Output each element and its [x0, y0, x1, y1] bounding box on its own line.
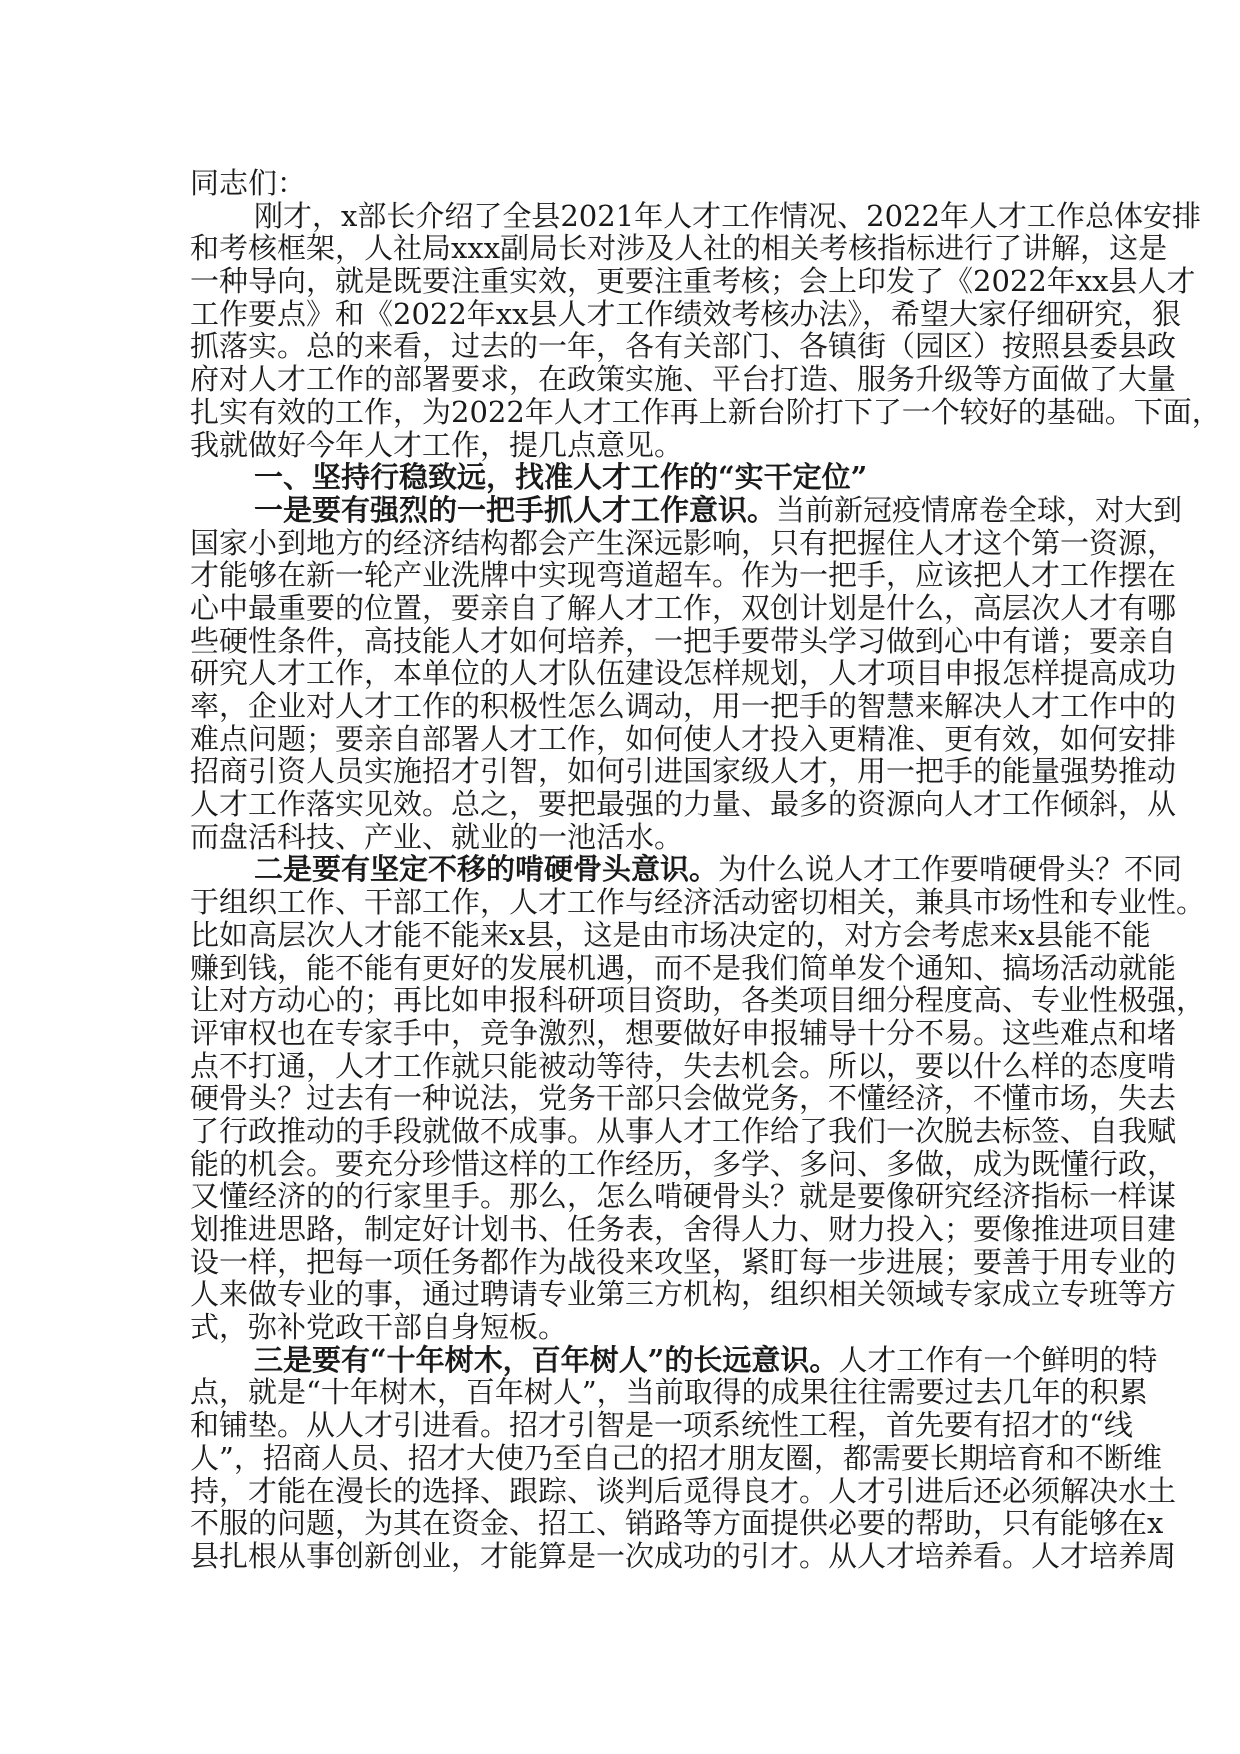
line-text: 刚才，x部长介绍了全县2021年人才工作情况、2022年人才工作总体安排	[254, 198, 1201, 233]
lead-sentence: 一是要有强烈的一把手抓人才工作意识。	[254, 492, 777, 527]
line-text: 县扎根从事创新创业，才能算是一次成功的引才。从人才培养看。人才培养周	[190, 1538, 1177, 1573]
text-line	[190, 231, 1168, 266]
line-text: 式，弥补党政干部自身短板。	[190, 1310, 568, 1345]
text-line	[190, 429, 1054, 462]
line-text: 招商引资人员实施招才引智，如何引进国家级人才，用一把手的能量强势推动	[190, 754, 1177, 789]
line-text: 让对方动心的；再比如申报科研项目资助，各类项目细分程度高、专业性极强，	[190, 983, 1206, 1018]
text-line	[190, 852, 1183, 887]
text-line	[190, 296, 1182, 331]
lead-sentence: 三是要有“十年树木，百年树人”的长远意识。	[254, 1342, 839, 1377]
text-line	[190, 1212, 1177, 1246]
text-line	[190, 754, 1177, 789]
text-line	[190, 689, 1177, 723]
line-text: 我就做好今年人才工作，提几点意见。	[190, 427, 684, 462]
text-line	[190, 525, 1177, 560]
line-text: 人才工作有一个鲜明的特	[838, 1342, 1158, 1377]
line-text: 研究人才工作，本单位的人才队伍建设怎样规划，人才项目申报怎样提高成功	[190, 656, 1177, 691]
line-text: 为什么说人才工作要啃硬骨头？不同	[718, 852, 1183, 887]
text-line	[190, 1538, 1177, 1573]
text-line	[190, 461, 1054, 494]
line-text: 划推进思路，制定好计划书、任务表，舍得人力、财力投入；要像推进项目建	[190, 1212, 1177, 1246]
line-text: 抓落实。总的来看，过去的一年，各有关部门、各镇街（园区）按照县委县政	[190, 329, 1177, 364]
line-text: 人来做专业的事，通过聘请专业第三方机构，组织相关领域专家成立专班等方	[190, 1277, 1177, 1312]
line-text: 而盘活科技、产业、就业的一池活水。	[190, 819, 684, 854]
text-line	[190, 590, 1177, 625]
line-text: 点不打通，人才工作就只能被动等待，失去机会。所以，要以什么样的态度啃	[190, 1048, 1177, 1083]
paragraph	[190, 198, 1221, 462]
text-line	[190, 1146, 1177, 1181]
line-text: 难点问题；要亲自部署人才工作，如何使人才投入更精准、更有效，如何安排	[190, 721, 1177, 756]
section-heading	[190, 461, 1054, 494]
text-line	[190, 1244, 1177, 1279]
line-text: 同志们：	[190, 166, 307, 200]
text-line	[190, 329, 1177, 364]
line-text: 和铺垫。从人才引进看。招才引智是一项系统性工程，首先要有招才的“线	[190, 1408, 1133, 1443]
line-text: 国家小到地方的经济结构都会产生深远影响，只有把握住人才这个第一资源，	[190, 525, 1177, 560]
text-line	[190, 885, 1206, 920]
line-text: 又懂经济的的行家里手。那么，怎么啃硬骨头？就是要像研究经济指标一样谋	[190, 1179, 1177, 1214]
text-line	[190, 1277, 1177, 1312]
paragraph	[190, 1342, 1177, 1573]
line-text: 扎实有效的工作，为2022年人才工作再上新台阶打下了一个较好的基础。下面，	[190, 394, 1221, 429]
salutation	[190, 167, 1054, 200]
text-line	[190, 1048, 1177, 1083]
line-text: 和考核框架，人社局xxx副局长对涉及人社的相关考核指标进行了讲解，这是	[190, 231, 1168, 266]
line-text: 率，企业对人才工作的积极性怎么调动，用一把手的智慧来解决人才工作中的	[190, 689, 1177, 723]
text-line	[190, 394, 1221, 429]
line-text: 持，才能在漫长的选择、跟踪、谈判后觅得良才。人才引进后还必须解决水土	[190, 1473, 1177, 1508]
text-line	[190, 492, 1183, 527]
paragraph	[190, 492, 1183, 854]
text-line	[190, 623, 1177, 658]
line-text: 一种导向，就是既要注重实效，更要注重考核；会上印发了《2022年xx县人才	[190, 264, 1196, 299]
line-text: 当前新冠疫情席卷全球，对大到	[776, 492, 1183, 527]
text-line	[190, 1473, 1177, 1508]
text-line	[190, 1506, 1164, 1541]
text-line	[190, 917, 1151, 952]
text-line	[190, 1081, 1177, 1116]
line-text: 工作要点》和《2022年xx县人才工作绩效考核办法》，希望大家仔细研究，狠	[190, 296, 1182, 331]
line-text: 比如高层次人才能不能来x县，这是由市场决定的，对方会考虑来x县能不能	[190, 917, 1151, 952]
line-text: 心中最重要的位置，要亲自了解人才工作，双创计划是什么，高层次人才有哪	[190, 590, 1177, 625]
text-line	[190, 1311, 1054, 1344]
line-text: 了行政推动的手段就做不成事。从事人才工作给了我们一次脱去标签、自我赋	[190, 1113, 1177, 1148]
line-text: 人”，招商人员、招才大使乃至自己的招才朋友圈，都需要长期培育和不断维	[190, 1440, 1162, 1475]
text-line	[190, 983, 1206, 1018]
text-line	[190, 821, 1054, 854]
line-text: 硬骨头？过去有一种说法，党务干部只会做党务，不懂经济，不懂市场，失去	[190, 1081, 1177, 1116]
text-line	[190, 656, 1177, 691]
text-line	[190, 198, 1201, 233]
text-line	[190, 1015, 1177, 1050]
paragraph	[190, 852, 1206, 1345]
line-text: 评审权也在专家手中，竞争激烈，想要做好申报辅导十分不易。这些难点和堵	[190, 1015, 1177, 1050]
text-line	[190, 787, 1177, 822]
line-text: 赚到钱，能不能有更好的发展机遇，而不是我们简单发个通知、搞场活动就能	[190, 950, 1177, 985]
text-line	[190, 1408, 1133, 1443]
text-line	[190, 362, 1177, 397]
text-line	[190, 558, 1177, 593]
text-line	[190, 950, 1177, 985]
line-text: 点，就是“十年树木，百年树人”，当前取得的成果往往需要过去几年的积累	[190, 1375, 1148, 1410]
line-text: 府对人才工作的部署要求，在政策实施、平台打造、服务升级等方面做了大量	[190, 362, 1177, 397]
text-line	[190, 721, 1177, 756]
line-text: 一、坚持行稳致远，找准人才工作的“实干定位”	[254, 460, 868, 495]
line-text: 不服的问题，为其在资金、招工、销路等方面提供必要的帮助，只有能够在x	[190, 1506, 1164, 1541]
text-line	[190, 264, 1196, 299]
line-text: 能的机会。要充分珍惜这样的工作经历，多学、多问、多做，成为既懂行政，	[190, 1146, 1177, 1181]
line-text: 才能够在新一轮产业洗牌中实现弯道超车。作为一把手，应该把人才工作摆在	[190, 558, 1177, 593]
line-text: 些硬性条件，高技能人才如何培养，一把手要带头学习做到心中有谱；要亲自	[190, 623, 1177, 658]
text-line	[190, 1440, 1162, 1475]
text-line	[190, 167, 1054, 200]
line-text: 设一样，把每一项任务都作为战役来攻坚，紧盯每一步进展；要善于用专业的	[190, 1244, 1177, 1279]
line-text: 于组织工作、干部工作，人才工作与经济活动密切相关，兼具市场性和专业性。	[190, 885, 1206, 920]
lead-sentence: 二是要有坚定不移的啃硬骨头意识。	[254, 852, 719, 887]
document-body	[190, 166, 1221, 1573]
text-line	[190, 1375, 1148, 1410]
text-line	[190, 1179, 1177, 1214]
line-text: 人才工作落实见效。总之，要把最强的力量、最多的资源向人才工作倾斜，从	[190, 787, 1177, 822]
text-line	[190, 1113, 1177, 1148]
text-line	[190, 1342, 1158, 1377]
